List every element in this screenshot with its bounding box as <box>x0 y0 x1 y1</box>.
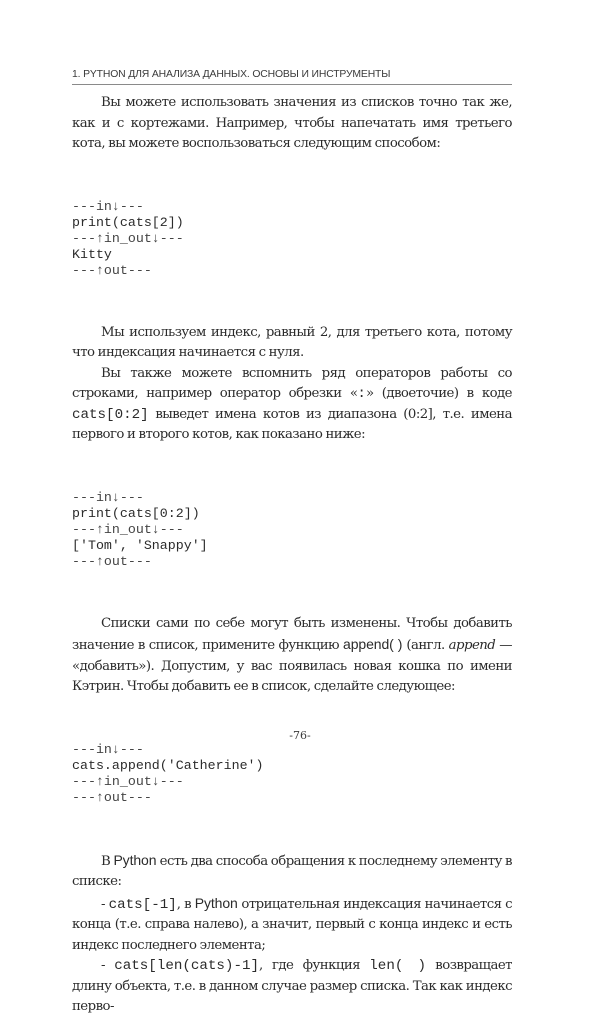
paragraph-len-index <box>72 956 512 1018</box>
text-fragment: (англ. <box>402 638 449 653</box>
running-header: 1. PYTHON ДЛЯ АНАЛИЗА ДАННЫХ. ОСНОВЫ И ИНСТРУМЕНТЫ <box>72 68 512 85</box>
paragraph-index-explanation: Мы используем индекс, равный 2, для третьего кота, потому что индексация начинается с нуля. <box>72 324 512 360</box>
text-fragment: - <box>101 896 109 912</box>
code-marker-out: ---↑out--- <box>72 262 152 278</box>
paragraph-negative-index <box>72 893 512 957</box>
text-fragment: возвращает длину объекта, т.е. в данном случае размер списка. Так как индекс перво- <box>72 958 512 1014</box>
paragraph-last-element <box>72 850 512 893</box>
text-fragment: — «добавить»). Допустим, у вас появилась новая кошка по имени Кэтрин. Чтобы добавить ее в список, сделайте следующее: <box>72 638 512 694</box>
text-fragment: , в <box>176 896 195 912</box>
code-block-print-third-cat <box>72 167 512 311</box>
paragraph-slice-operator <box>72 364 512 446</box>
code-block-print-slice <box>72 458 512 602</box>
text-fragment: есть два способа обращения к последнему элементу в списке: <box>72 853 512 889</box>
inline-code-slice: cats[0:2] <box>72 406 149 423</box>
inline-code-neg-index: cats[-1] <box>108 896 177 913</box>
code-line: print(cats[0:2]) <box>72 505 200 521</box>
code-marker-out: ---↑out--- <box>72 553 152 569</box>
code-output: ['Tom', 'Snappy'] <box>72 537 208 553</box>
italic-term-append: append <box>448 638 496 653</box>
text-fragment: » (двоеточие) в коде <box>365 386 512 401</box>
code-line: print(cats[2]) <box>72 214 184 230</box>
code-line: cats.append('Catherine') <box>72 757 264 773</box>
code-marker-in: ---in↓--- <box>72 198 144 214</box>
inline-code-colon: : <box>357 386 366 402</box>
code-marker-out: ---↑out--- <box>72 789 152 805</box>
book-page <box>72 68 512 1018</box>
code-marker-in: ---in↓--- <box>72 489 144 505</box>
code-marker-in-out: ---↑in_out↓--- <box>72 773 184 789</box>
code-output: Kitty <box>72 246 112 262</box>
inline-python: Python <box>194 894 238 911</box>
code-marker-in-out: ---↑in_out↓--- <box>72 521 184 537</box>
text-fragment: Списки сами по себе могут быть изменены. Чтобы добавить значение в список, примените функцию <box>72 615 512 653</box>
text-fragment: отрицательная индексация начинается с конца (т.е. справа налево), а значит, первый с конца индекс и есть индекс последнего элемента; <box>72 896 512 953</box>
text-fragment: В <box>101 853 114 869</box>
code-marker-in: ---in↓--- <box>72 741 144 757</box>
text-fragment: Вы также можете вспомнить ряд операторов работы со строками, например оператор обрезки « <box>72 365 512 401</box>
inline-code-len-index: cats[len(cats)-1] <box>114 958 259 974</box>
inline-func-append: append( ) <box>343 636 403 652</box>
page-number: -76- <box>289 729 311 742</box>
paragraph-append <box>72 614 512 698</box>
text-fragment: , где функция <box>259 958 370 973</box>
text-fragment: выведет имена котов из диапазона (0:2], т.е. имена первого и второго котов, как показано ниже: <box>72 406 512 442</box>
inline-python: Python <box>113 851 157 868</box>
inline-func-len: len( ) <box>369 958 426 974</box>
paragraph-list-values: Вы можете использовать значения из списков точно так же, как и с кортежами. Например, чтобы напечатать имя третьего кота, вы можете воспользоваться следующим способом: <box>72 95 512 151</box>
code-marker-in-out: ---↑in_out↓--- <box>72 230 184 246</box>
text-fragment: - <box>101 958 115 973</box>
